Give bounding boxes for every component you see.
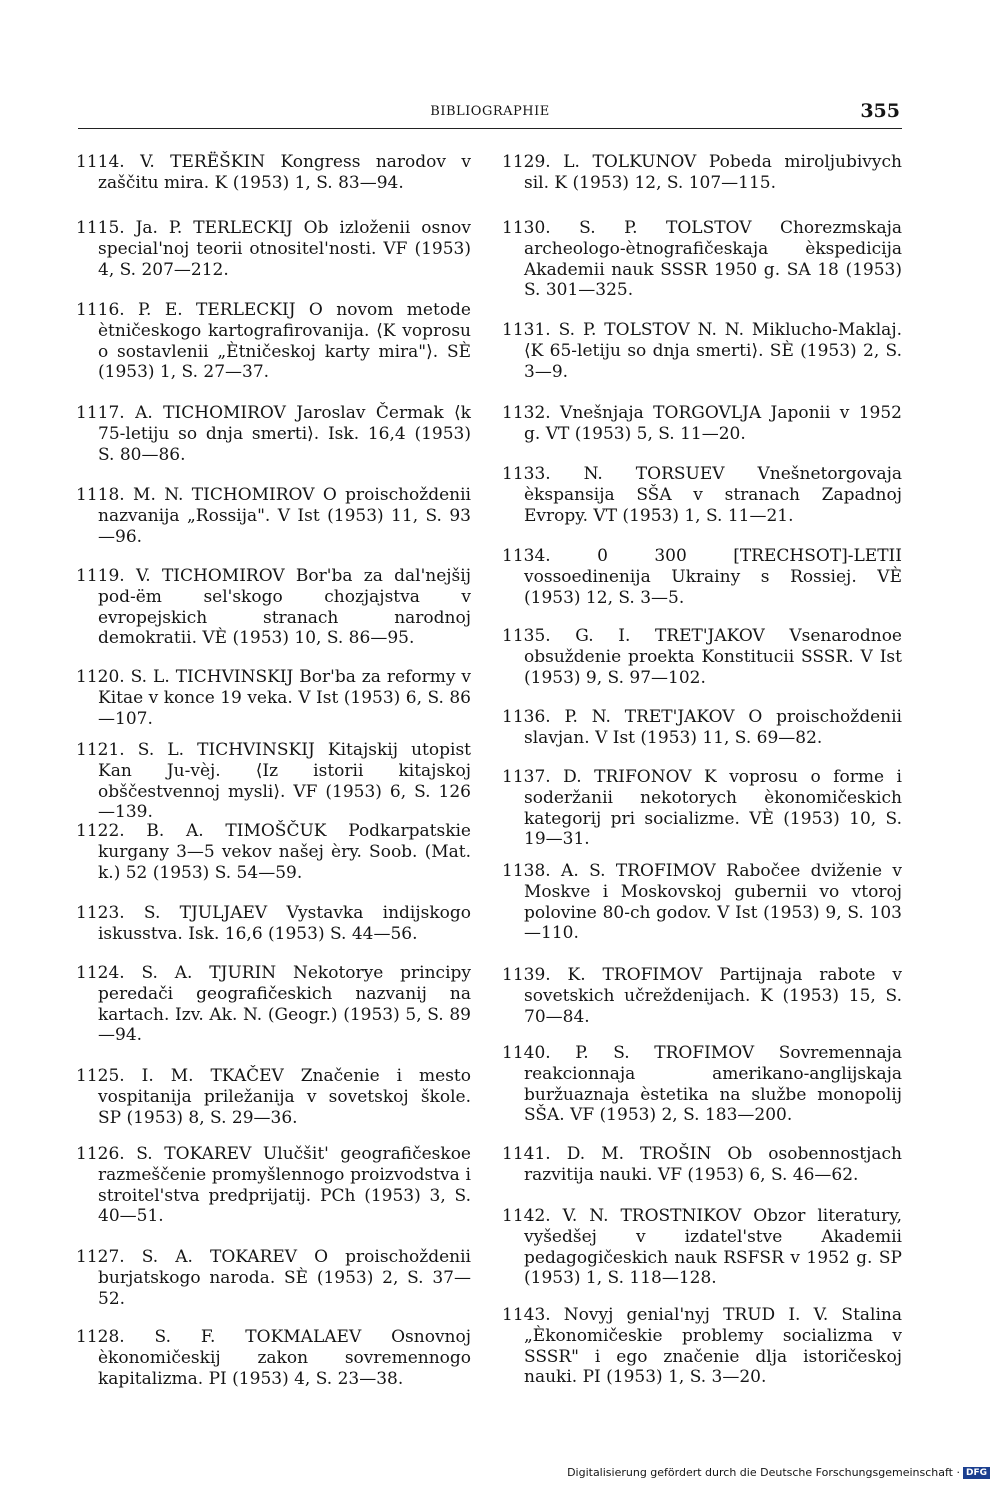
bibliography-entry: 1134. 0 300 [TRECHSOT]-LETII vossoedinenija Ukrainy s Rossiej. VÈ (1953) 12, S. 3—5. <box>502 546 902 608</box>
bibliography-entry: 1139. K. TROFIMOV Partijnaja rabote v sovetskich učreždenijach. K (1953) 15, S. 70—84. <box>502 965 902 1027</box>
bibliography-entry: 1127. S. A. TOKAREV O proischoždenii burjatskogo naroda. SÈ (1953) 2, S. 37—52. <box>76 1247 471 1309</box>
bibliography-entry: 1117. A. TICHOMIROV Jaroslav Čermak ⟨k 75-letiju so dnja smerti⟩. Isk. 16,4 (1953) S. 80—86. <box>76 403 471 465</box>
bibliography-entry: 1118. M. N. TICHOMIROV O proischoždenii nazvanija „Rossija". V Ist (1953) 11, S. 93—96. <box>76 485 471 547</box>
bibliography-entry: 1140. P. S. TROFIMOV Sovremennaja reakcionnaja amerikano-anglijskaja buržuaznaja èstetika na službe monopolij SŠA. VF (1953) 2, S. 183—200. <box>502 1043 902 1126</box>
bibliography-entry: 1115. Ja. P. TERLECKIJ Ob izloženii osnov special'noj teorii otnositel'nosti. VF (1953) 4, S. 207—212. <box>76 218 471 280</box>
bibliography-entry: 1126. S. TOKAREV Ulučšit' geografičeskoe razmeščenie promyšlennogo proizvodstva i stroitel'stva predprijatij. PCh (1953) 3, S. 40—51. <box>76 1144 471 1227</box>
bibliography-entry: 1141. D. M. TROŠIN Ob osobennostjach razvitija nauki. VF (1953) 6, S. 46—62. <box>502 1144 902 1185</box>
bibliography-entry: 1121. S. L. TICHVINSKIJ Kitajskij utopist Kan Ju-vèj. ⟨Iz istorii kitajskoj obščestvennoj mysli⟩. VF (1953) 6, S. 126—139. <box>76 740 471 823</box>
bibliography-entry: 1122. B. A. TIMOŠČUK Podkarpatskie kurgany 3—5 vekov našej èry. Soob. (Mat. k.) 52 (1953) S. 54—59. <box>76 821 471 883</box>
page-header <box>78 100 902 129</box>
bibliography-entry: 1131. S. P. TOLSTOV N. N. Miklucho-Maklaj. ⟨K 65-letiju so dnja smerti⟩. SÈ (1953) 2, S. 3—9. <box>502 320 902 382</box>
footer-text: Digitalisierung gefördert durch die Deutsche Forschungsgemeinschaft · <box>567 1466 960 1479</box>
bibliography-entry: 1132. Vnešnjaja TORGOVLJA Japonii v 1952 g. VT (1953) 5, S. 11—20. <box>502 403 902 444</box>
bibliography-entry: 1129. L. TOLKUNOV Pobeda miroljubivych sil. K (1953) 12, S. 107—115. <box>502 152 902 193</box>
bibliography-entry: 1114. V. TERËŠKIN Kongress narodov v zaščitu mira. K (1953) 1, S. 83—94. <box>76 152 471 193</box>
bibliography-entry: 1119. V. TICHOMIROV Bor'ba za dal'nejšij pod-ëm sel'skogo chozjajstva v evropejskich stranach narodnoj demokratii. VÈ (1953) 10, S. 86—95. <box>76 566 471 649</box>
bibliography-entry: 1125. I. M. TKAČEV Značenie i mesto vospitanija priležanija v sovetskoj škole. SP (1953) 8, S. 29—36. <box>76 1066 471 1128</box>
bibliography-entry: 1137. D. TRIFONOV K voprosu o forme i soderžanii nekotorych èkonomičeskich kategorij pri socializme. VÈ (1953) 10, S. 19—31. <box>502 767 902 850</box>
digitization-footer <box>567 1466 990 1479</box>
running-title: BIBLIOGRAPHIE <box>430 104 550 119</box>
bibliography-entry: 1142. V. N. TROSTNIKOV Obzor literatury, vyšedšej v izdatel'stve Akademii pedagogičeskich nauk RSFSR v 1952 g. SP (1953) 1, S. 118—128. <box>502 1206 902 1289</box>
bibliography-entry: 1130. S. P. TOLSTOV Chorezmskaja archeologo-ètnografičeskaja èkspedicija Akademii nauk SSSR 1950 g. SA 18 (1953) S. 301—325. <box>502 218 902 301</box>
bibliography-entry: 1143. Novyj genial'nyj TRUD I. V. Stalina „Èkonomičeskie problemy socializma v SSSR" i ego značenie dlja istoričeskoj nauki. PI (1953) 1, S. 3—20. <box>502 1305 902 1388</box>
bibliography-entry: 1116. P. E. TERLECKIJ O novom metode ètničeskogo kartografirovanija. ⟨K voprosu o sostavlenii „Ètničeskoj karty mira"⟩. SÈ (1953) 1, S. 27—37. <box>76 300 471 383</box>
bibliography-entry: 1128. S. F. TOKMALAEV Osnovnoj èkonomičeskij zakon sovremennogo kapitalizma. PI (1953) 4, S. 23—38. <box>76 1327 471 1389</box>
bibliography-entry: 1120. S. L. TICHVINSKIJ Bor'ba za reformy v Kitae v konce 19 veka. V Ist (1953) 6, S. 86—107. <box>76 667 471 729</box>
bibliography-entry: 1124. S. A. TJURIN Nekotorye principy peredači geografičeskich nazvanij na kartach. Izv. Ak. N. (Geogr.) (1953) 5, S. 89—94. <box>76 963 471 1046</box>
page-number: 355 <box>860 100 900 122</box>
bibliography-entry: 1133. N. TORSUEV Vnešnetorgovaja èkspansija SŠA v stranach Zapadnoj Evropy. VT (1953) 1, S. 11—21. <box>502 464 902 526</box>
bibliography-entry: 1123. S. TJULJAEV Vystavka indijskogo iskusstva. Isk. 16,6 (1953) S. 44—56. <box>76 903 471 944</box>
bibliography-entry: 1136. P. N. TRET'JAKOV O proischoždenii slavjan. V Ist (1953) 11, S. 69—82. <box>502 707 902 748</box>
bibliography-entry: 1135. G. I. TRET'JAKOV Vsenarodnoe obsuždenie proekta Konstitucii SSSR. V Ist (1953) 9, S. 97—102. <box>502 626 902 688</box>
bibliography-entry: 1138. A. S. TROFIMOV Rabočee dviženie v Moskve i Moskovskoj gubernii vo vtoroj polovine 80-ch godov. V Ist (1953) 9, S. 103—110. <box>502 861 902 944</box>
dfg-logo: DFG <box>963 1467 990 1479</box>
